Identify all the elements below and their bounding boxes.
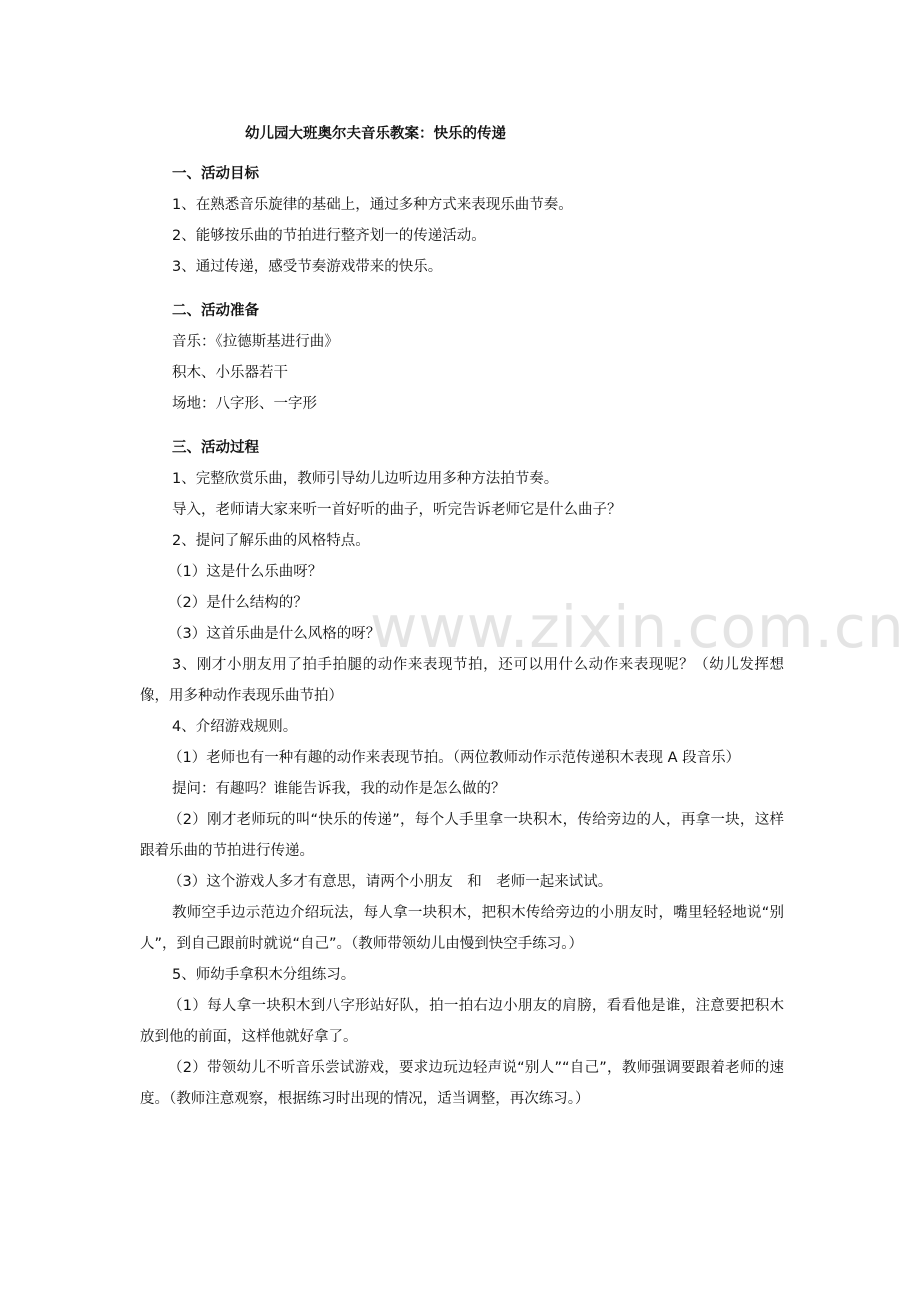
preparation-venue: 场地：八字形、一字形 [172, 396, 317, 412]
preparation-music: 音乐：《拉德斯基进行曲》 [172, 334, 339, 350]
process-rule-1: （1）老师也有一种有趣的动作来表现节拍。（两位教师动作示范传递积木表现 A 段音乐） [168, 750, 741, 766]
process-intro: 导入，老师请大家来听一首好听的曲子，听完告诉老师它是什么曲子？ [172, 502, 622, 518]
section-heading-process: 三、活动过程 [172, 440, 259, 456]
process-question-2: （2）是什么结构的？ [168, 595, 308, 611]
process-step-2: 2、提问了解乐曲的风格特点。 [172, 533, 370, 549]
process-question-3: （3）这首乐曲是什么风格的呀？ [168, 626, 381, 642]
process-step-1: 1、完整欣赏乐曲，教师引导幼儿边听边用多种方法拍节奏。 [172, 471, 559, 487]
section-heading-objectives: 一、活动目标 [172, 166, 259, 182]
process-step-5: 5、师幼手拿积木分组练习。 [172, 967, 356, 983]
process-question-1: （1）这是什么乐曲呀？ [168, 564, 323, 580]
process-step-4: 4、介绍游戏规则。 [172, 719, 298, 735]
process-demo: 教师空手边示范边介绍玩法，每人拿一块积木，把积木传给旁边的小朋友时，嘴里轻轻地说“别人”，到自己跟前时就说“自己”。（教师带领幼儿由慢到快空手练习。） [140, 905, 784, 952]
process-question: 提问：有趣吗？谁能告诉我，我的动作是怎么做的？ [172, 781, 506, 797]
watermark: www.zixin.com.cn [370, 593, 905, 661]
process-rule-3: （3）这个游戏人多才有意思，请两个小朋友 和 老师一起来试试。 [168, 874, 613, 890]
document-title: 幼儿园大班奥尔夫音乐教案：快乐的传递 [245, 126, 506, 142]
document-body [140, 122, 784, 1115]
process-practice-2: （2）带领幼儿不听音乐尝试游戏，要求边玩边轻声说“别人”“自己”，教师强调要跟着老师的速度。（教师注意观察，根据练习时出现的情况，适当调整，再次练习。） [140, 1060, 784, 1107]
objective-2: 2、能够按乐曲的节拍进行整齐划一的传递活动。 [172, 228, 486, 244]
objective-1: 1、在熟悉音乐旋律的基础上，通过多种方式来表现乐曲节奏。 [172, 197, 573, 213]
section-heading-preparation: 二、活动准备 [172, 303, 259, 319]
preparation-materials: 积木、小乐器若干 [172, 365, 288, 381]
objective-3: 3、通过传递，感受节奏游戏带来的快乐。 [172, 259, 443, 275]
process-practice-1: （1）每人拿一块积木到八字形站好队，拍一拍右边小朋友的肩膀，看看他是谁，注意要把积木放到他的前面，这样他就好拿了。 [140, 998, 784, 1045]
process-rule-2: （2）刚才老师玩的叫“快乐的传递”，每个人手里拿一块积木，传给旁边的人，再拿一块，这样跟着乐曲的节拍进行传递。 [140, 812, 784, 859]
process-step-3: 3、刚才小朋友用了拍手拍腿的动作来表现节拍，还可以用什么动作来表现呢？（幼儿发挥想像，用多种动作表现乐曲节拍） [140, 657, 784, 704]
